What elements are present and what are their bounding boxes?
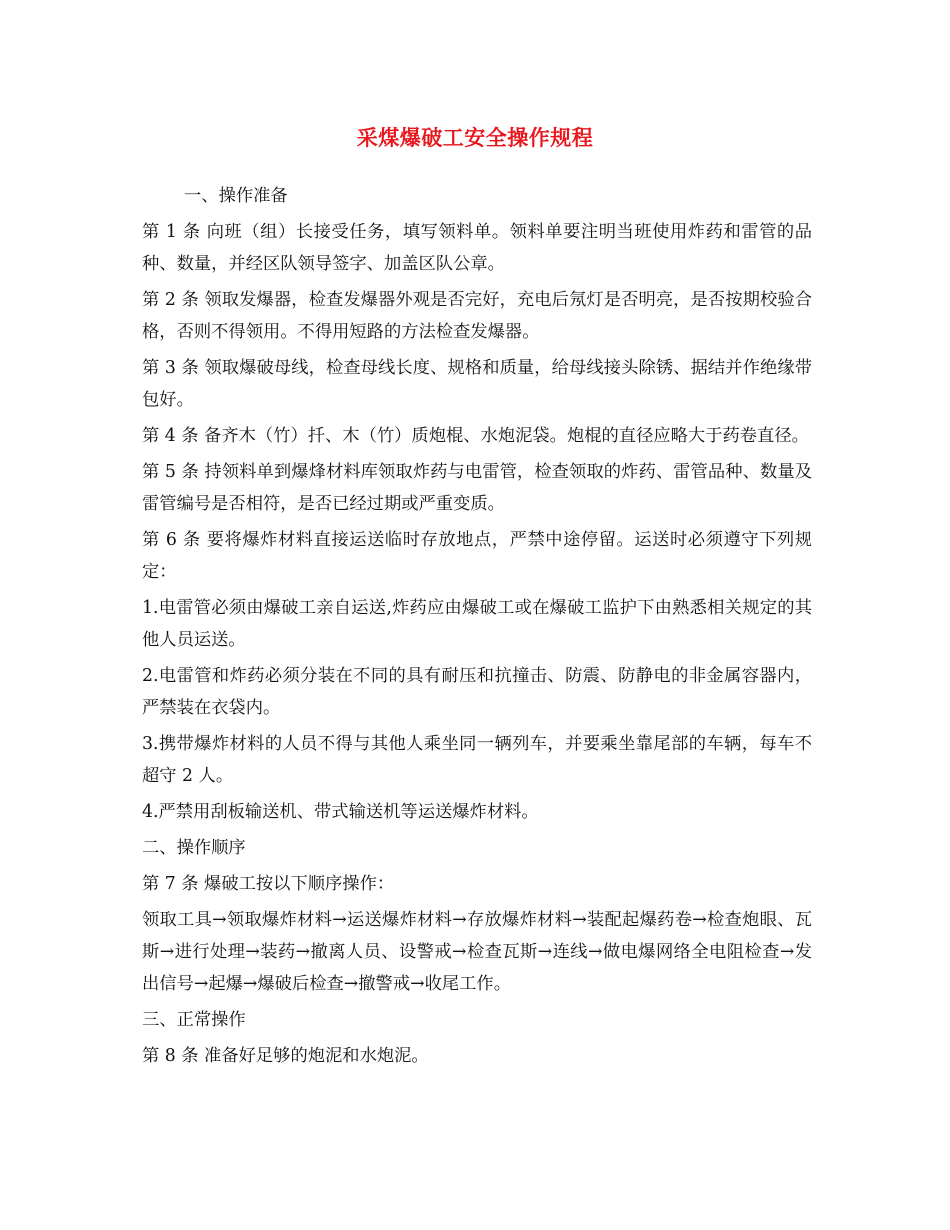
article-3: 第 3 条 领取爆破母线，检查母线长度、规格和质量，给母线接头除锈、据结并作绝缘带包好。 — [142, 358, 812, 410]
rule-item-3: 3.携带爆炸材料的人员不得与其他人乘坐同一辆列车，并要乘坐靠尾部的车辆，每车不超守 2 人。 — [142, 734, 812, 786]
article-4: 第 4 条 备齐木（竹）扦、木（竹）质炮棍、水炮泥袋。炮棍的直径应略大于药卷直径。 — [142, 426, 809, 446]
article-6: 第 6 条 要将爆炸材料直接运送临时存放地点，严禁中途停留。运送时必须遵守下列规定： — [142, 530, 812, 582]
section-heading-preparation: 一、操作准备 — [184, 186, 288, 206]
section-heading-normal-operation: 三、正常操作 — [142, 1010, 246, 1030]
article-1: 第 1 条 向班（组）长接受任务，填写领料单。领料单要注明当班使用炸药和雷管的品种、数量，并经区队领导签字、加盖区队公章。 — [142, 222, 812, 274]
article-2: 第 2 条 领取发爆器，检查发爆器外观是否完好，充电后氖灯是否明亮，是否按期校验合格，否则不得领用。不得用短路的方法检查发爆器。 — [142, 290, 812, 342]
document-body — [142, 180, 812, 1076]
article-5: 第 5 条 持领料单到爆烽材料库领取炸药与电雷管，检查领取的炸药、雷管品种、数量及雷管编号是否相符，是否已经过期或严重变质。 — [142, 462, 812, 514]
rule-item-2: 2.电雷管和炸药必须分装在不同的具有耐压和抗撞击、防震、防静电的非金属容器内，严禁装在衣袋内。 — [142, 666, 812, 718]
section-heading-sequence: 二、操作顺序 — [142, 838, 246, 858]
article-8: 第 8 条 准备好足够的炮泥和水炮泥。 — [142, 1046, 429, 1066]
document-title: 采煤爆破工安全操作规程 — [356, 125, 594, 150]
article-7: 第 7 条 爆破工按以下顺序操作： — [142, 874, 395, 894]
operation-sequence: 领取工具→领取爆炸材料→运送爆炸材料→存放爆炸材料→装配起爆药卷→检查炮眼、瓦斯→进行处理→装药→撤离人员、设警戒→检查瓦斯→连线→做电爆网络全电阻检查→发出信号→起爆→爆破后检查→撤警戒→收尾工作。 — [142, 910, 812, 994]
rule-item-4: 4.严禁用刮板输送机、带式输送机等运送爆炸材料。 — [142, 802, 539, 822]
rule-item-1: 1.电雷管必须由爆破工亲自运送,炸药应由爆破工或在爆破工监护下由熟悉相关规定的其他人员运送。 — [142, 598, 812, 650]
